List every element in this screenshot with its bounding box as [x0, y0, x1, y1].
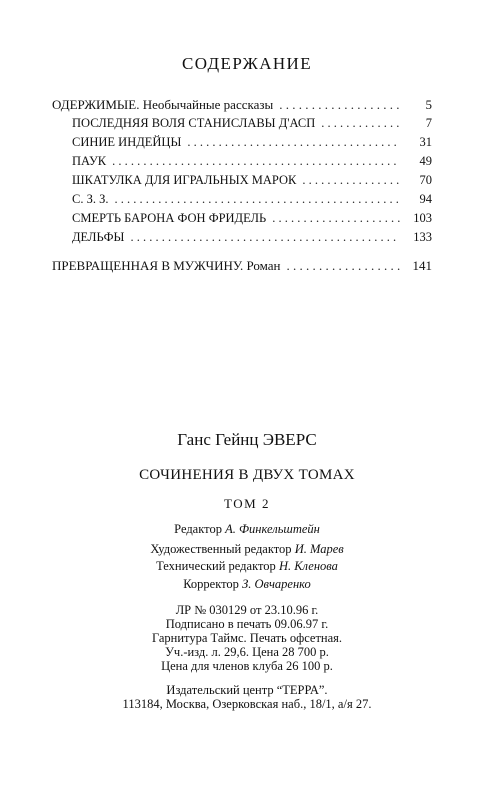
- toc-entry-label: ПОСЛЕДНЯЯ ВОЛЯ СТАНИСЛАВЫ Д'АСП: [72, 116, 316, 130]
- leader-dots: [302, 171, 400, 189]
- toc-entry: [72, 114, 432, 132]
- toc-entry-page: 94: [419, 192, 432, 206]
- credit-name: Н. Кленова: [278, 559, 338, 573]
- leader-dots: [112, 152, 400, 170]
- credit-role: Художественный редактор: [150, 542, 292, 556]
- toc-entry: [72, 171, 432, 189]
- publisher-name: Издательский центр “ТЕРРА”.: [166, 683, 328, 697]
- work-title: СОЧИНЕНИЯ В ДВУХ ТОМАХ: [139, 467, 355, 483]
- toc-entry-label: ОДЕРЖИМЫЕ. Необычайные рассказы: [52, 97, 274, 112]
- toc-entry-page: 31: [419, 135, 432, 149]
- toc-entry-page: 7: [425, 116, 432, 130]
- leader-dots: [115, 190, 401, 208]
- toc-entry-page: 141: [412, 258, 432, 273]
- leader-dots: [279, 96, 400, 114]
- credit-name: А. Финкельштейн: [225, 522, 320, 536]
- imprint-line: Подписано в печать 09.06.97 г.: [165, 617, 329, 631]
- toc-entry-label: ПРЕВРАЩЕННАЯ В МУЖЧИНУ. Роман: [52, 258, 281, 273]
- credit-name: И. Марев: [294, 542, 344, 556]
- toc-entry-label: СМЕРТЬ БАРОНА ФОН ФРИДЕЛЬ: [72, 211, 267, 225]
- toc-entry-page: 133: [413, 230, 432, 244]
- imprint-line: Гарнитура Таймс. Печать офсетная.: [151, 631, 343, 645]
- leader-dots: [130, 228, 400, 246]
- toc-entry-page: 49: [419, 154, 432, 168]
- credit-line: [0, 522, 494, 537]
- leader-dots: [287, 257, 401, 275]
- toc-entry: [72, 209, 432, 227]
- toc-entry-label: СИНИЕ ИНДЕЙЦЫ: [72, 135, 182, 149]
- leader-dots: [272, 209, 400, 227]
- toc-entry: [72, 190, 432, 208]
- volume-number: ТОМ 2: [224, 496, 270, 511]
- credit-name: З. Овчаренко: [242, 577, 311, 591]
- toc-entry-label: ШКАТУЛКА ДЛЯ ИГРАЛЬНЫХ МАРОК: [72, 173, 297, 187]
- author-name: Ганс Гейнц ЭВЕРС: [177, 430, 317, 449]
- toc-entry-label: С. З. З.: [72, 192, 109, 206]
- publisher-address: 113184, Москва, Озерковская наб., 18/1, а/я 27.: [122, 697, 372, 711]
- toc-entry: [52, 96, 432, 114]
- credit-role: Технический редактор: [156, 559, 276, 573]
- toc-entry: [72, 152, 432, 170]
- toc-entry: [72, 228, 432, 246]
- imprint-line: ЛР № 030129 от 23.10.96 г.: [175, 603, 319, 617]
- imprint-line: Цена для членов клуба 26 100 р.: [161, 659, 333, 673]
- credit-line: [0, 559, 494, 574]
- toc-title: СОДЕРЖАНИЕ: [181, 54, 313, 73]
- toc-entry-page: 5: [425, 97, 432, 112]
- credit-role: Редактор: [174, 522, 222, 536]
- imprint-line: Уч.-изд. л. 29,6. Цена 28 700 р.: [165, 645, 329, 659]
- toc-entry-label: ПАУК: [72, 154, 107, 168]
- leader-dots: [187, 133, 400, 151]
- toc-entry: [72, 133, 432, 151]
- credit-role: Корректор: [183, 577, 239, 591]
- leader-dots: [321, 114, 400, 132]
- toc-entry-page: 70: [419, 173, 432, 187]
- toc-entry-page: 103: [413, 211, 432, 225]
- credit-line: [0, 577, 494, 592]
- toc-entry: [52, 257, 432, 275]
- toc-entry-label: ДЕЛЬФЫ: [72, 230, 125, 244]
- credit-line: [0, 542, 494, 557]
